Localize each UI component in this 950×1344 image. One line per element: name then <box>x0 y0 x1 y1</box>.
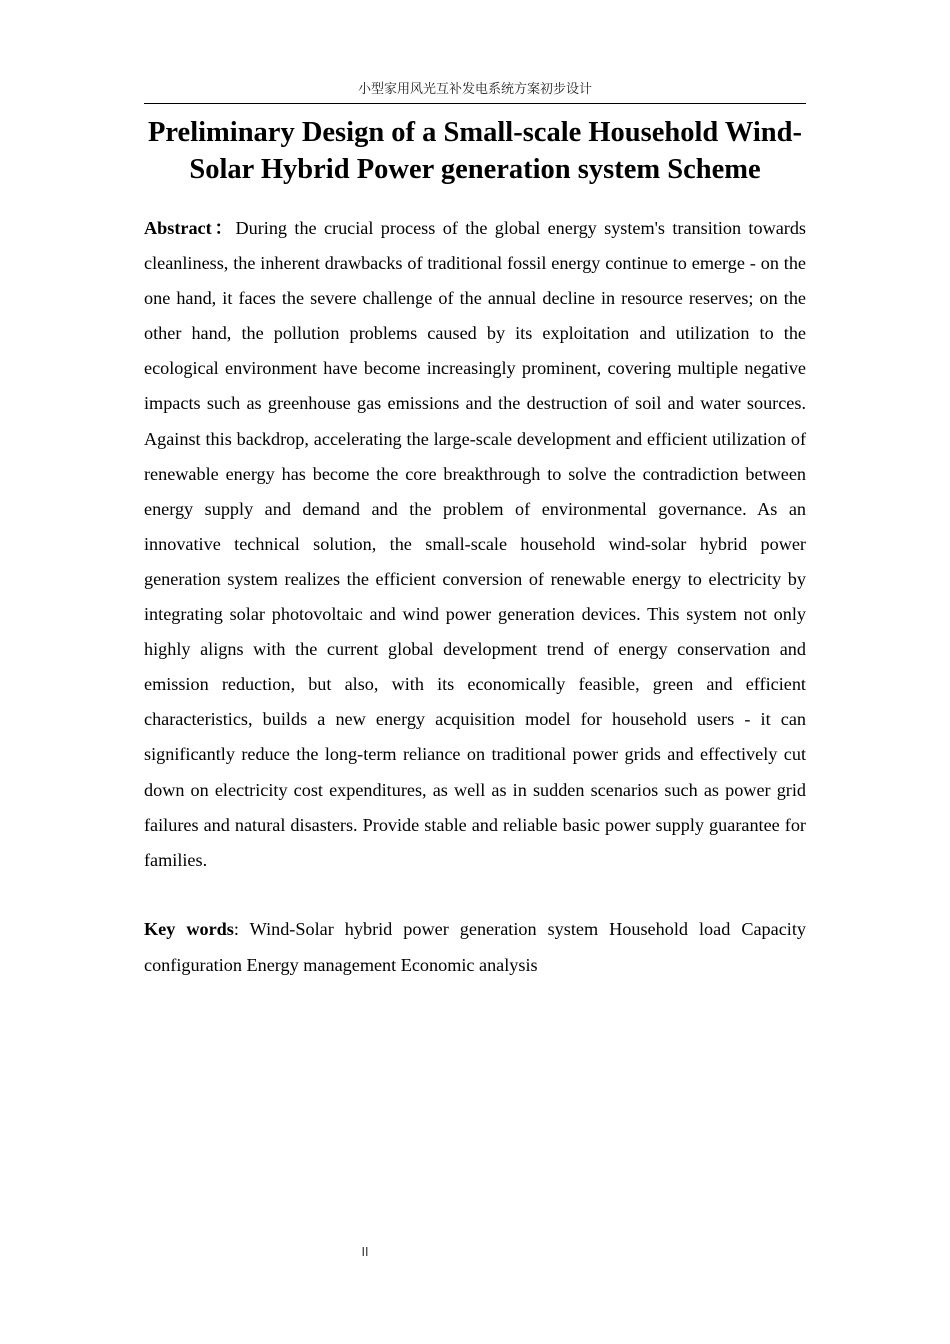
keywords-paragraph <box>144 912 806 983</box>
paper-title: Preliminary Design of a Small-scale Household Wind-Solar Hybrid Power generation system Scheme <box>148 117 802 185</box>
keywords-text: Wind-Solar hybrid power generation system Household load Capacity configuration Energy management Economic analysis <box>144 919 806 975</box>
abstract-paragraph <box>144 211 806 878</box>
running-header: 小型家用风光互补发电系统方案初步设计 <box>357 82 592 97</box>
keywords-separator: : <box>233 919 250 939</box>
page-number: II <box>361 1245 369 1259</box>
header-rule <box>144 103 806 104</box>
keywords-label: Key words <box>144 919 234 939</box>
abstract-text: During the crucial process of the global energy system's transition towards cleanliness, the inherent drawbacks of traditional fossil energy continue to emerge - on the one hand, it faces the severe challenge of the annual decline in resource reserves; on the other hand, the pollution problems caused by its exploitation and utilization to the ecological environment have become increasingly prominent, covering multiple negative impacts such as greenhouse gas emissions and the destruction of soil and water sources. Against this backdrop, accelerating the large-scale development and efficient utilization of renewable energy has become the core breakthrough to solve the contradiction between energy supply and demand and the problem of environmental governance. As an innovative technical solution, the small-scale household wind-solar hybrid power generation system realizes the efficient conversion of renewable energy to electricity by integrating solar photovoltaic and wind power generation devices. This system not only highly aligns with the current global development trend of energy conservation and emission reduction, but also, with its economically feasible, green and efficient characteristics, builds a new energy acquisition model for household users - it can significantly reduce the long-term reliance on traditional power grids and effectively cut down on electricity cost expenditures, as well as in sudden scenarios such as power grid failures and natural disasters. Provide stable and reliable basic power supply guarantee for families. <box>144 218 806 870</box>
abstract-label: Abstract： <box>144 218 236 238</box>
